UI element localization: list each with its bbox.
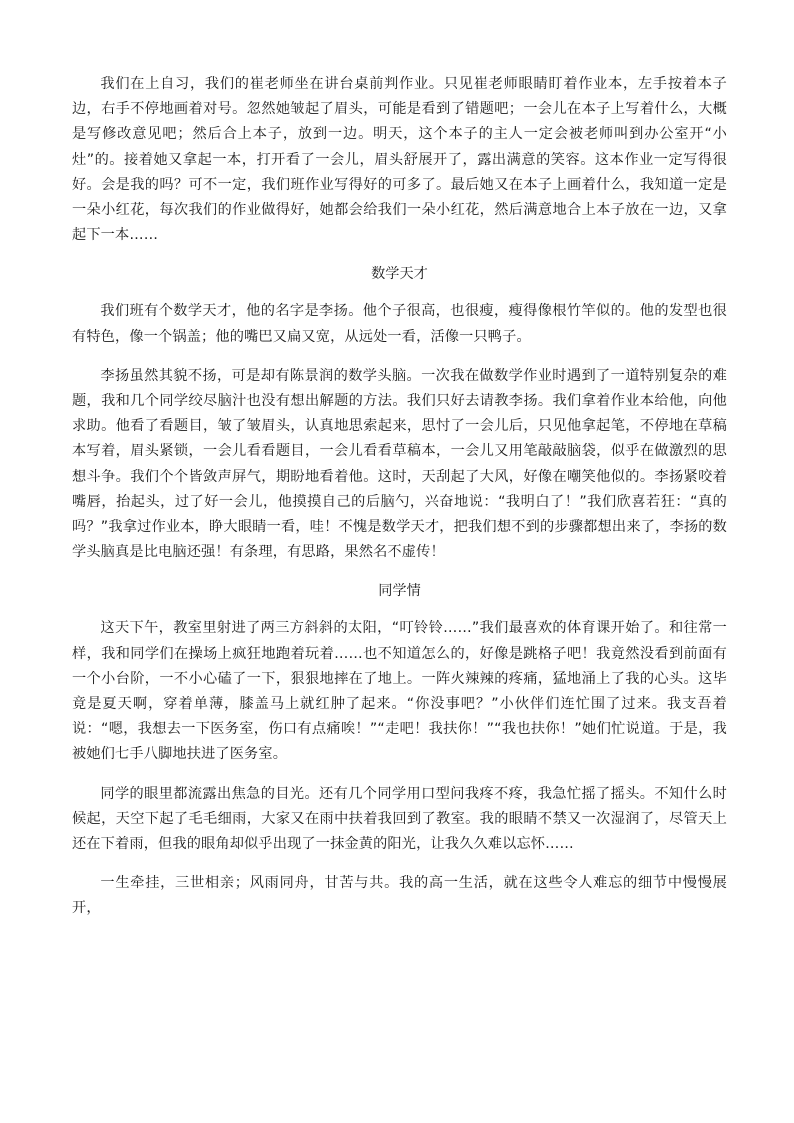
paragraph: 这天下午，教室里射进了两三方斜斜的太阳，“叮铃铃……”我们最喜欢的体育课开始了。和往常一样，我和同学们在操场上疯狂地跑着玩着……也不知道怎么的，好像是跳格子吧！我竟然没看到前面有一个小台阶，一不小心磕了一下，狠狠地摔在了地上。一阵火辣辣的疼痛，猛地涌上了我的心头。这毕竟是夏天啊，穿着单薄，膝盖马上就红肿了起来。“你没事吧？”小伙伴们连忙围了过来。我支吾着说：“嗯，我想去一下医务室，伤口有点痛唉！”“走吧！我扶你！”“我也扶你！”她们忙说道。于是，我被她们七手八脚地扶进了医务室。 — [72, 620, 727, 763]
paragraph: 我们班有个数学天才，他的名字是李扬。他个子很高，也很瘦，瘦得像根竹竿似的。他的发型也很有特色，像一个锅盖；他的嘴巴又扁又宽，从远处一看，活像一只鸭子。 — [72, 303, 727, 345]
paragraph: 一生牵挂，三世相亲；风雨同舟，甘苦与共。我的高一生活，就在这些令人难忘的细节中慢慢展开， — [72, 875, 727, 917]
paragraph: 李扬虽然其貌不扬，可是却有陈景润的数学头脑。一次我在做数学作业时遇到了一道特别复杂的难题，我和几个同学绞尽脑汁也没有想出解题的方法。我们只好去请教李扬。我们拿着作业本给他，向他求助。他看了看题目，皱了皱眉头，认真地思索起来，思忖了一会儿后，只见他拿起笔，不停地在草稿本写着，眉头紧锁，一会儿看看题目，一会儿看看草稿本，一会儿又用笔敲敲脑袋，似乎在做激烈的思想斗争。我们个个皆敛声屏气，期盼地看着他。这时，天刮起了大风，好像在嘲笑他似的。李扬紧咬着嘴唇，抬起头，过了好一会儿，他摸摸自己的后脑勺，兴奋地说：“我明白了！”我们欣喜若狂：“真的吗？”我拿过作业本，睁大眼睛一看，哇！不愧是数学天才，把我们想不到的步骤都想出来了，李扬的数学头脑真是比电脑还强！有条理，有思路，果然名不虚传！ — [72, 367, 727, 561]
paragraph: 同学的眼里都流露出焦急的目光。还有几个同学用口型问我疼不疼，我急忙摇了摇头。不知什么时候起，天空下起了毛毛细雨，大家又在雨中扶着我回到了教室。我的眼睛不禁又一次湿润了，尽管天上还在下着雨，但我的眼角却似乎出现了一抹金黄的阳光，让我久久难以忘怀…… — [72, 785, 727, 853]
paragraph-intro: 我们在上自习，我们的崔老师坐在讲台桌前判作业。只见崔老师眼睛盯着作业本，左手按着本子边，右手不停地画着对号。忽然她皱起了眉头，可能是看到了错题吧；一会儿在本子上写着什么，大概是写修改意见吧；然后合上本子，放到一边。明天，这个本子的主人一定会被老师叫到办公室开“小灶”的。接着她又拿起一本，打开看了一会儿，眉头舒展开了，露出满意的笑容。这本作业一定写得很好。会是我的吗？可不一定，我们班作业写得好的可多了。最后她又在本子上画着什么，我知道一定是一朵小红花，每次我们的作业做得好，她都会给我们一朵小红花，然后满意地合上本子放在一边，又拿起下一本…… — [72, 76, 727, 244]
section-title-math-genius: 数学天才 — [371, 266, 428, 283]
section-title-classmate-friendship: 同学情 — [378, 583, 421, 600]
document-page — [72, 72, 727, 936]
